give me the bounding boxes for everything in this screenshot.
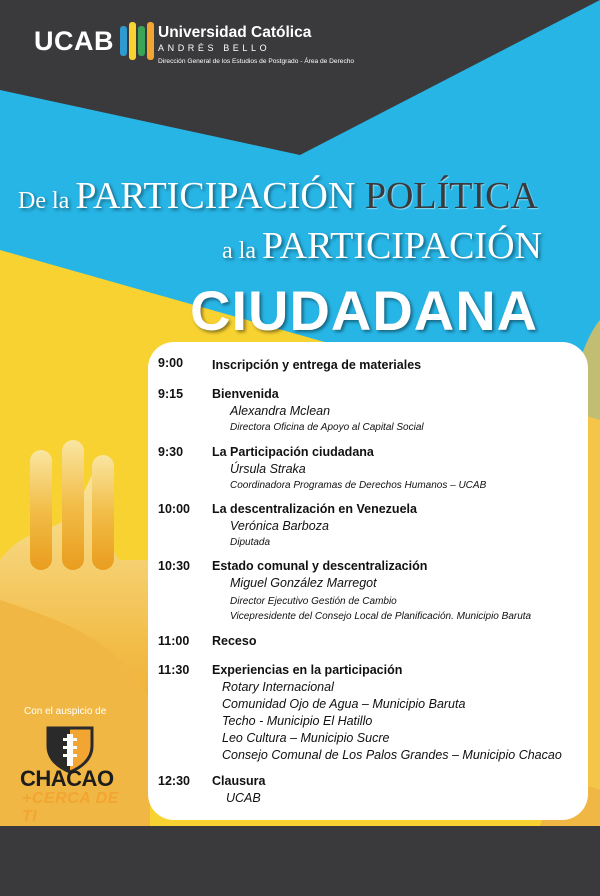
agenda-title: Estado comunal y descentralización (212, 559, 428, 573)
sponsor-label: Con el auspicio de (24, 706, 107, 717)
agenda-time: 11:30 (158, 663, 190, 677)
speaker-role: Directora Oficina de Apoyo al Capital Social (230, 422, 424, 433)
agenda-title: Receso (212, 634, 257, 648)
speaker-role: Diputada (230, 537, 271, 548)
agenda-title: La descentralización en Venezuela (212, 502, 417, 516)
title-line-2 (222, 224, 542, 268)
university-name: Universidad Católica (158, 24, 312, 41)
ucab-logo (34, 20, 364, 72)
title-line-3: CIUDADANA (190, 279, 539, 342)
agenda-time: 10:00 (158, 502, 190, 516)
speaker-name: Alexandra Mclean (230, 404, 331, 418)
speaker-role: Vicepresidente del Consejo Local de Planificación. Municipio Baruta (230, 611, 532, 622)
agenda-time: 12:30 (158, 774, 190, 788)
speaker-name: Miguel González Marregot (230, 576, 377, 590)
logo-ucab-text: UCAB (34, 26, 114, 56)
agenda-card (148, 342, 588, 820)
agenda-title: Inscripción y entrega de materiales (212, 358, 422, 372)
experience-item: Techo - Municipio El Hatillo (222, 714, 373, 728)
title-line-1-main: PARTICIPACIÓN (75, 175, 365, 217)
agenda-time: 11:00 (158, 634, 190, 648)
speaker-name: Verónica Barboza (230, 519, 329, 533)
ucab-emblem-icon (118, 20, 158, 64)
title-line-2-prefix: a la (222, 238, 262, 264)
agenda-title: Clausura (212, 774, 266, 788)
experience-item: Rotary Internacional (222, 680, 334, 694)
title-line-1 (18, 174, 538, 218)
sponsor-slogan: +CERCA DE TI (22, 790, 119, 825)
header-subtitle: Dirección General de los Estudios de Postgrado - Área de Derecho (158, 58, 355, 65)
speaker-role: Coordinadora Programas de Derechos Humanos – UCAB (230, 480, 487, 491)
agenda-title: Experiencias en la participación (212, 663, 403, 677)
title-line-2-main: PARTICIPACIÓN (261, 225, 542, 267)
experience-item: Comunidad Ojo de Agua – Municipio Baruta (222, 697, 466, 711)
agenda-time: 9:00 (158, 356, 184, 370)
sponsor-block (20, 706, 132, 825)
title-line-1-prefix: De la (18, 188, 76, 214)
agenda-title: La Participación ciudadana (212, 445, 374, 459)
speaker-role: Director Ejecutivo Gestión de Cambio (230, 596, 397, 607)
agenda-time: 9:15 (158, 387, 184, 401)
experience-item: Leo Cultura – Municipio Sucre (222, 731, 390, 745)
agenda-title: Bienvenida (212, 387, 279, 401)
sponsor-name: CHACAO (20, 766, 114, 791)
closing-host: UCAB (226, 791, 261, 805)
university-name-2: ANDRÉS BELLO (158, 43, 271, 53)
speaker-name: Úrsula Straka (230, 462, 306, 476)
agenda-time: 9:30 (158, 445, 184, 459)
experience-item: Consejo Comunal de Los Palos Grandes – Municipio Chacao (222, 748, 562, 762)
agenda-time: 10:30 (158, 559, 190, 573)
title-line-1-dark: POLÍTICA (364, 175, 538, 217)
